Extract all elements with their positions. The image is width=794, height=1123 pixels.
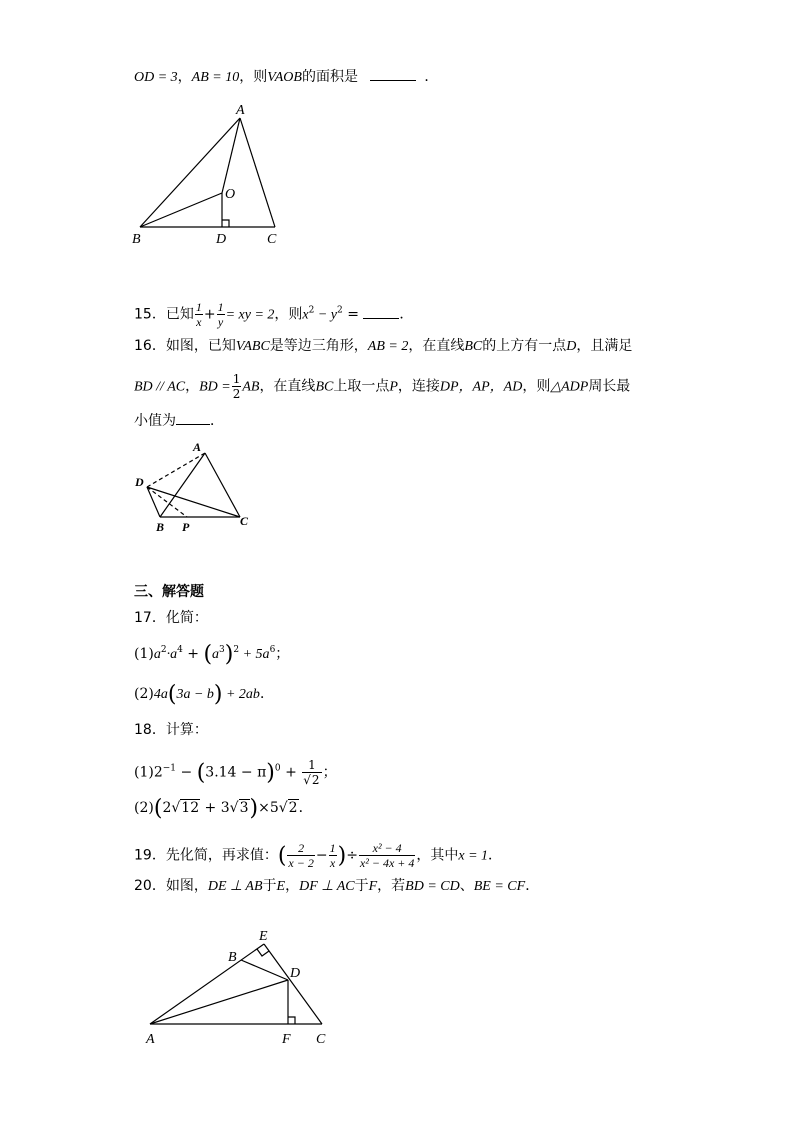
label16-B: B [156, 520, 165, 534]
section-heading: 三、解答题 [134, 584, 204, 600]
label20-B: B [228, 950, 237, 965]
label20-C: C [316, 1032, 326, 1047]
label20-F: F [282, 1032, 291, 1047]
label16-A: A [193, 440, 202, 454]
label16-D: D [135, 475, 144, 489]
figure-q16 [147, 453, 240, 517]
question-16-line2: BD // AC，BD = $\frac{1}{2}$ AB，在直线BC上取一点P，连接DP，AP，AD，则△ADP周长最 [134, 372, 631, 401]
label20-D: D [290, 966, 301, 981]
label-O: O [225, 187, 236, 202]
q18-part2: (2)(2√12 + 3√3)×5√2． [134, 796, 313, 821]
label20-A: A [146, 1032, 155, 1047]
ab-value: AB = 10 [191, 70, 240, 85]
label16-C: C [240, 514, 249, 528]
q17-part1: $(1)a^2\cdot a^4 + (a^3)^2 + 5a^6$； [134, 642, 290, 667]
answer-blank[interactable] [363, 304, 399, 319]
question-19: 19．先化简，再求值：( $\frac{2}{x - 2}$ − $\frac{1}{x}$ )÷ $\frac{\text{x² − 4}}{\text{x² − 4x + 4}}$ ，其中x = 1． [134, 841, 503, 870]
question-16-line1: 16．如图，已知VABC是等边三角形，AB = 2，在直线BC的上方有一点D，且满足 [134, 338, 633, 354]
od-value: OD = 3 [134, 70, 178, 85]
question-15: 15．已知 $\frac{1}{x}$ + $\frac{1}{y}$ = xy = 2，则$x^2 - y^2$ = ． [134, 300, 414, 329]
question-20: 20．如图，DE ⊥ AB于E，DF ⊥ AC于F，若BD = CD、BE = CF． [134, 878, 540, 894]
label16-P: P [182, 520, 190, 534]
label-C: C [267, 232, 277, 247]
question-17: 17．化简： [134, 610, 208, 626]
q18-part1: $(1)2^{-1} - (3.14 - \pi)^0$ + $\frac{1}{√2}$ ； [134, 758, 337, 787]
label-D: D [216, 232, 227, 247]
question-18: 18．计算： [134, 722, 208, 738]
label-B: B [132, 232, 141, 247]
label-A: A [236, 103, 245, 118]
question-16-line3: 小值为 ． [134, 410, 224, 431]
answer-blank[interactable] [176, 410, 210, 425]
label20-E: E [259, 929, 268, 944]
q17-part2: (2)4a(3a − b) + 2ab． [134, 682, 274, 707]
q14-tail: OD = 3，AB = 10，则VAOB的面积是 ． [134, 66, 438, 88]
